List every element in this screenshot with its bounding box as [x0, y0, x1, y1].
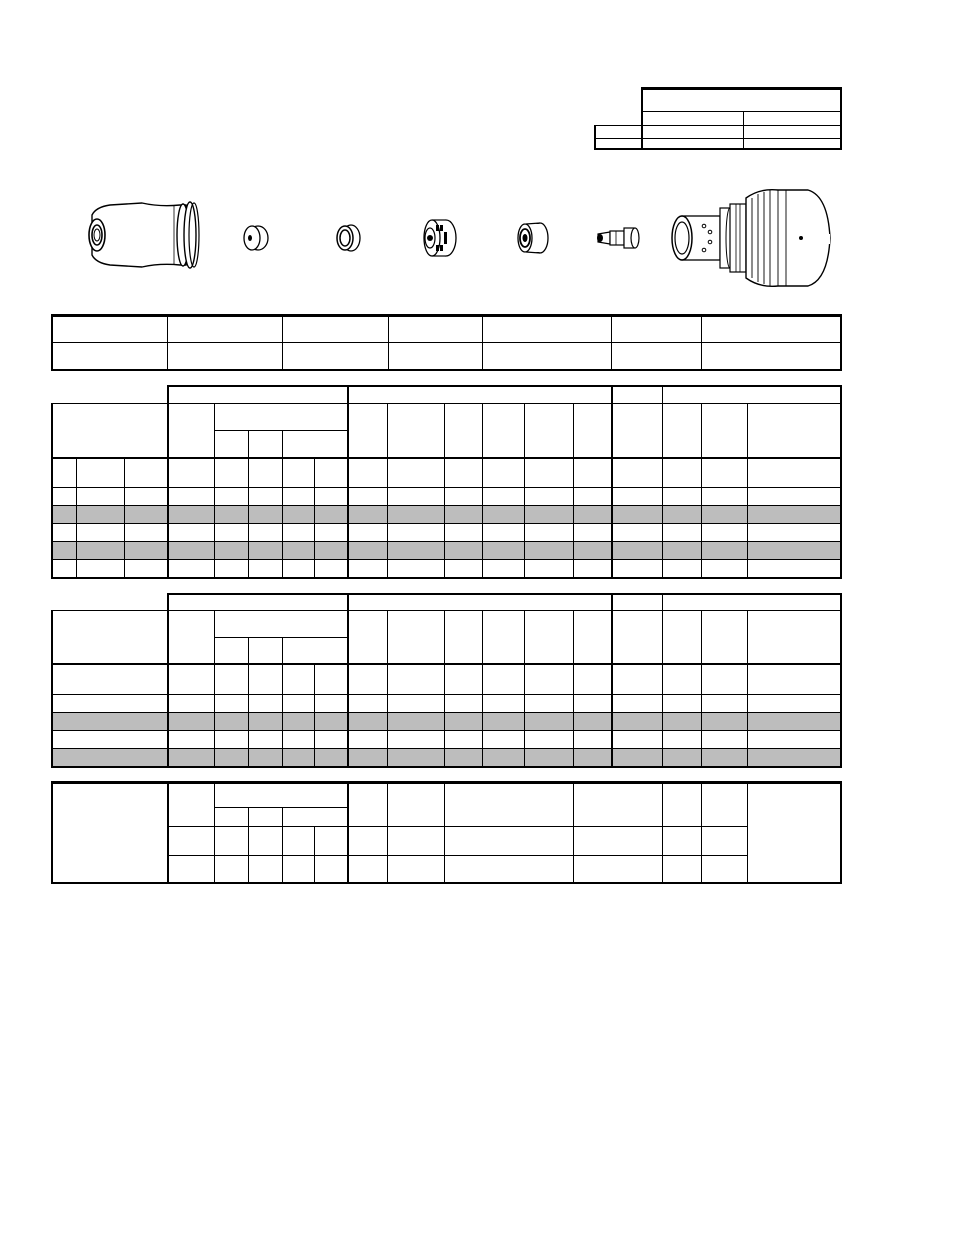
shaded-row — [51, 749, 841, 766]
shaded-row — [51, 542, 841, 559]
nozzle-retainer-drawing — [333, 222, 363, 254]
shaded-row — [51, 506, 841, 523]
torch-body-drawing — [668, 186, 834, 290]
shield-retainer-drawing — [240, 222, 272, 254]
electrode-drawing — [596, 224, 642, 252]
nozzle-drawing — [514, 220, 550, 256]
shaded-row — [51, 713, 841, 730]
swirl-ring-drawing — [418, 217, 460, 259]
shield-drawing — [82, 193, 202, 277]
